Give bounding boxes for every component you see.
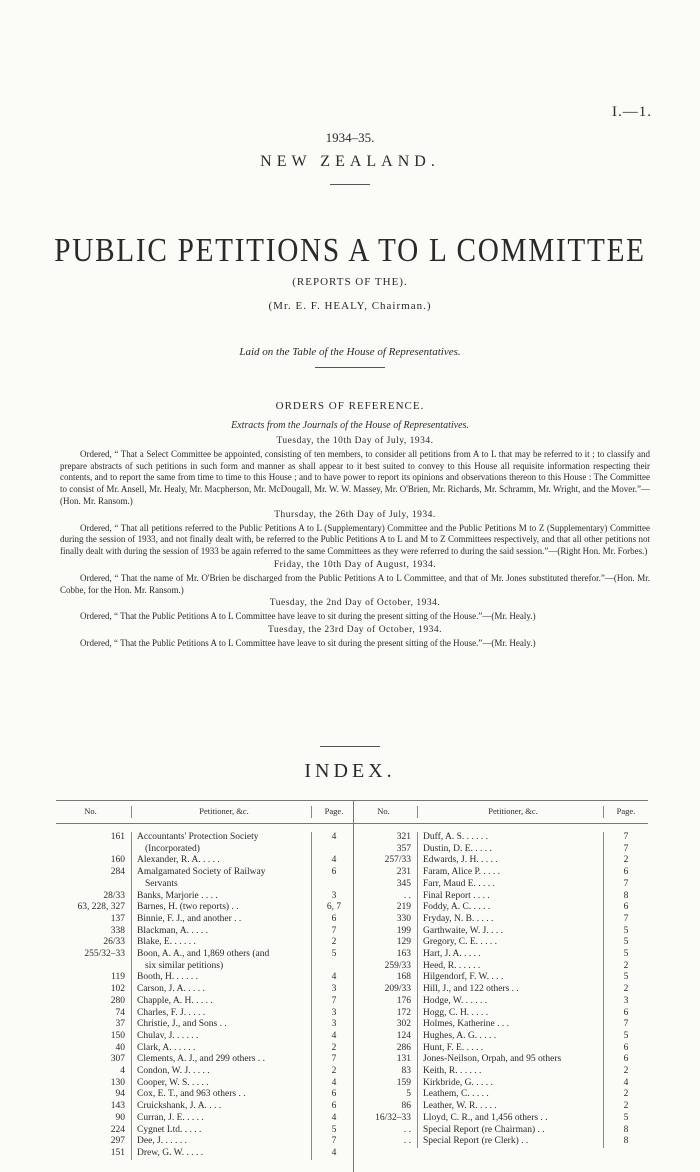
page-number: 5 [623, 949, 629, 960]
petitioner-name: Garthwaite, W. J. . . . [418, 926, 604, 938]
petitioner-name: Foddy, A. C. . . . . [418, 902, 604, 914]
page-number: 4 [331, 1030, 337, 1041]
table-row [56, 1054, 356, 1066]
page-number: 7 [331, 1054, 337, 1065]
page-number: 2 [623, 1066, 629, 1077]
page-number: 7 [623, 913, 629, 924]
orders-heading: ORDERS OF REFERENCE. [275, 400, 425, 412]
table-row [356, 867, 648, 879]
order-date: Tuesday, the 10th Day of July, 1934. [276, 436, 434, 446]
table-row [356, 1078, 648, 1090]
table-row [356, 879, 648, 891]
column-header-page: Page. [324, 806, 344, 817]
petitioner-name: Heed, R. . . . . . [418, 961, 604, 973]
petition-number: 83 [356, 1066, 418, 1078]
page-number: 8 [623, 890, 629, 901]
petition-number: 4 [56, 1066, 132, 1078]
chairman-line: (Mr. E. F. HEALY, Chairman.) [268, 300, 432, 312]
petition-number: 219 [356, 902, 418, 914]
petition-number: 307 [56, 1054, 132, 1066]
extracts-line: Extracts from the Journals of the House of Representatives. [231, 420, 469, 431]
table-row [56, 844, 356, 856]
column-header-page: Page. [616, 806, 636, 817]
petition-number: 345 [356, 879, 418, 891]
page-number: 6, 7 [326, 902, 342, 913]
petition-number: 74 [56, 1008, 132, 1020]
page-number: 4 [331, 1147, 337, 1158]
page-number: 5 [331, 949, 337, 960]
table-row [56, 914, 356, 926]
petition-number: 338 [56, 926, 132, 938]
petition-number: 150 [56, 1031, 132, 1043]
orders-of-reference [60, 434, 650, 652]
page-number: 3 [331, 1019, 337, 1030]
table-row [56, 1019, 356, 1031]
table-row [56, 1066, 356, 1078]
index-rows-right [356, 832, 648, 1148]
page-number: 6 [331, 867, 337, 878]
table-row [356, 926, 648, 938]
petition-number: 102 [56, 984, 132, 996]
page-number: 5 [623, 1030, 629, 1041]
column-header-no: No. [56, 806, 132, 818]
table-row [356, 937, 648, 949]
petitioner-name: Clements, A. J., and 299 others . . [132, 1054, 312, 1066]
petitioner-name: Binnie, F. J., and another . . [132, 914, 312, 926]
petitioner-name: Keith, R. . . . . . [418, 1066, 604, 1078]
column-header-no: No. [356, 806, 418, 818]
petition-number: 143 [56, 1101, 132, 1113]
page-number: 4 [331, 1077, 337, 1088]
session-year: 1934–35. [325, 130, 375, 145]
order-text: Ordered, “ That the name of Mr. O'Brien be discharged from the Public Petitions A to L Committee, and that of Mr. Jones substituted therefor.”—(Hon. Mr. Cobbe, for the Hon. Mr. Ransom.) [60, 572, 650, 595]
petition-number: . . [356, 1125, 418, 1137]
petition-number: 286 [356, 1043, 418, 1055]
petition-number: 176 [356, 996, 418, 1008]
page-number: 6 [623, 1007, 629, 1018]
petition-number: 224 [56, 1125, 132, 1137]
page-number: 6 [331, 1089, 337, 1100]
petition-number: 130 [56, 1078, 132, 1090]
table-row [356, 984, 648, 996]
order-date: Thursday, the 26th Day of July, 1934. [274, 509, 436, 520]
page-title: PUBLIC PETITIONS A TO L COMMITTEE [54, 232, 646, 269]
table-row [56, 949, 356, 961]
petitioner-name: Amalgamated Society of Railway [132, 867, 312, 879]
petitioner-name: Edwards, J. H. . . . . [418, 855, 604, 867]
table-row [356, 1089, 648, 1101]
petitioner-name: Holmes, Katherine . . . [418, 1019, 604, 1031]
column-divider [353, 800, 354, 1172]
page-number [312, 961, 356, 973]
order-text: Ordered, “ That the Public Petitions A to L Committee have leave to sit during the present sitting of the House.”—(Mr. Healy.) [80, 611, 536, 622]
table-row [356, 891, 648, 903]
petitioner-name: Christie, J., and Sons . . [132, 1019, 312, 1031]
table-row [56, 961, 356, 973]
laid-on-table-line: Laid on the Table of the House of Representatives. [239, 346, 461, 358]
page-number: 2 [623, 855, 629, 866]
index-table-right [356, 800, 648, 1148]
order-date: Tuesday, the 23rd Day of October, 1934. [267, 624, 443, 635]
petitioner-name: Carson, J. A. . . . . [132, 984, 312, 996]
order-text: Ordered, “ That all petitions referred to the Public Petitions A to L (Supplementary) Committee and the Public Petitions M to Z (Supplementary) Committee during the session of 1933, and not finally dealt with, be referred to the Public Petitions A to L and M to Z Committees respectively, and that all other petitions not finally dealt with during the session of 1933 be again referred to the same Committees as they were referred to during the said session.”—(Right Hon. Mr. Forbes.) [60, 522, 650, 557]
index-table-left [56, 800, 356, 1160]
petitioner-name: Special Report (re Clerk) . . [418, 1136, 604, 1148]
table-row [356, 949, 648, 961]
table-row [356, 1019, 648, 1031]
petitioner-name: Barnes, H. (two reports) . . [132, 902, 312, 914]
page-number: 3 [331, 1007, 337, 1018]
page-number: 6 [623, 1042, 629, 1053]
petitioner-name: Condon, W. J. . . . . [132, 1066, 312, 1078]
table-row [356, 972, 648, 984]
petition-number: 231 [356, 867, 418, 879]
table-row [356, 1008, 648, 1020]
country-heading: NEW ZEALAND. [260, 153, 440, 170]
petition-number: 255/32–33 [56, 949, 132, 961]
petitioner-name: Dustin, D. E. . . . . [418, 844, 604, 856]
petition-number: 40 [56, 1043, 132, 1055]
table-row [356, 1113, 648, 1125]
petitioner-name: Curran, J. E. . . . . [132, 1113, 312, 1125]
petitioner-name: Hill, J., and 122 others . . [418, 984, 604, 996]
petitioner-name: Alexander, R. A. . . . . [132, 855, 312, 867]
page-number: 2 [331, 1042, 337, 1053]
petition-number: 257/33 [356, 855, 418, 867]
table-row [56, 1089, 356, 1101]
petitioner-name: Boon, A. A., and 1,869 others (and [132, 949, 312, 961]
petitioner-name: Charles, F. J. . . . . [132, 1008, 312, 1020]
index-heading: INDEX. [304, 760, 396, 782]
petition-number: 124 [356, 1031, 418, 1043]
petitioner-name: Blake, E. . . . . . [132, 937, 312, 949]
petition-number: 168 [356, 972, 418, 984]
petitioner-name: Hunt, F. E. . . . . [418, 1043, 604, 1055]
petition-number: 321 [356, 832, 418, 844]
petitioner-name: Cygnet Ltd. . . . . [132, 1125, 312, 1137]
table-row [56, 902, 356, 914]
table-row [56, 855, 356, 867]
page-number: 2 [623, 960, 629, 971]
page-number: 2 [331, 937, 337, 948]
page-number: 5 [331, 1124, 337, 1135]
page-number: 5 [623, 925, 629, 936]
petition-number [56, 961, 132, 973]
petition-number: 280 [56, 996, 132, 1008]
page-number: 4 [331, 855, 337, 866]
table-row [356, 1031, 648, 1043]
page-number: 3 [331, 890, 337, 901]
petition-number: 161 [56, 832, 132, 844]
petition-number: 357 [356, 844, 418, 856]
petition-number: 28/33 [56, 891, 132, 903]
table-row [56, 1043, 356, 1055]
petitioner-name: Duff, A. S. . . . . . [418, 832, 604, 844]
page-number: 2 [623, 1101, 629, 1112]
table-row [356, 996, 648, 1008]
table-row [356, 1125, 648, 1137]
page-number: 7 [331, 1136, 337, 1147]
page-number: 7 [331, 995, 337, 1006]
page-number: 6 [623, 902, 629, 913]
page-subtitle: (REPORTS OF THE). [292, 276, 408, 288]
petition-number: 94 [56, 1089, 132, 1101]
table-row [356, 1043, 648, 1055]
table-row [56, 972, 356, 984]
table-row [56, 1113, 356, 1125]
petition-number [56, 879, 132, 891]
table-row [356, 855, 648, 867]
index-header-row [56, 800, 356, 824]
page-number: 4 [331, 832, 337, 842]
order-date: Friday, the 10th Day of August, 1934. [273, 559, 437, 570]
petitioner-name: Banks, Marjorie . . . . [132, 891, 312, 903]
table-row [56, 1148, 356, 1160]
petition-number [56, 844, 132, 856]
petition-number: 26/33 [56, 937, 132, 949]
order-text: Ordered, “ That the Public Petitions A to L Committee have leave to sit during the present sitting of the House.”—(Mr. Healy.) [80, 637, 536, 648]
divider [330, 184, 370, 185]
petitioner-name: Dee, J. . . . . . [132, 1136, 312, 1148]
petitioner-name: Chapple, A. H. . . . . [132, 996, 312, 1008]
petitioner-name: six similar petitions) [132, 961, 312, 973]
petition-number: 131 [356, 1054, 418, 1066]
page-number: 7 [623, 843, 629, 854]
page-number: 5 [623, 937, 629, 948]
page-number: 8 [623, 1124, 629, 1135]
table-row [356, 902, 648, 914]
petition-number: 137 [56, 914, 132, 926]
petitioner-name: (Incorporated) [132, 844, 312, 856]
column-header-petitioner: Petitioner, &c. [132, 806, 312, 818]
table-row [56, 984, 356, 996]
petition-number: 5 [356, 1089, 418, 1101]
page-number: 7 [623, 832, 629, 842]
table-row [356, 1066, 648, 1078]
petition-number: 37 [56, 1019, 132, 1031]
petition-number: 90 [56, 1113, 132, 1125]
table-row [356, 1101, 648, 1113]
petition-number: 302 [356, 1019, 418, 1031]
table-row [356, 914, 648, 926]
table-row [56, 1101, 356, 1113]
order-date: Tuesday, the 2nd Day of October, 1934. [269, 598, 441, 609]
page-number: 7 [331, 925, 337, 936]
petitioner-name: Servants [132, 879, 312, 891]
petition-number: 330 [356, 914, 418, 926]
petitioner-name: Cruickshank, J. A. . . . [132, 1101, 312, 1113]
page-number: 4 [623, 1077, 629, 1088]
divider [315, 367, 385, 368]
page-number: 7 [623, 878, 629, 889]
table-row [56, 1031, 356, 1043]
petitioner-name: Leather, W. R. . . . . [418, 1101, 604, 1113]
table-row [56, 867, 356, 879]
table-row [356, 1136, 648, 1148]
page-number: 6 [331, 913, 337, 924]
petition-number: 119 [56, 972, 132, 984]
table-row [56, 879, 356, 891]
table-row [56, 996, 356, 1008]
petition-number: . . [356, 891, 418, 903]
petition-number: 160 [56, 855, 132, 867]
page-number: 4 [331, 972, 337, 983]
table-row [56, 1078, 356, 1090]
petition-number: 16/32–33 [356, 1113, 418, 1125]
page-number: 5 [623, 1112, 629, 1123]
table-row [56, 832, 356, 844]
petition-number: 199 [356, 926, 418, 938]
page-number: 7 [623, 1019, 629, 1030]
petition-number: 259/33 [356, 961, 418, 973]
petition-number: 297 [56, 1136, 132, 1148]
page-number: 2 [623, 984, 629, 995]
page-number [312, 879, 356, 891]
petition-number: 163 [356, 949, 418, 961]
petition-number: 209/33 [356, 984, 418, 996]
table-row [356, 844, 648, 856]
petition-number: 86 [356, 1101, 418, 1113]
page-number: 6 [331, 1101, 337, 1112]
petitioner-name: Fryday, N. B. . . . . [418, 914, 604, 926]
table-row [356, 1054, 648, 1066]
petition-number: 172 [356, 1008, 418, 1020]
petitioner-name: Kirkbride, G. . . . . [418, 1078, 604, 1090]
petitioner-name: Cooper, W. S. . . . . [132, 1078, 312, 1090]
page-number: 6 [623, 1054, 629, 1065]
divider [320, 746, 380, 747]
petitioner-name: Cox, E. T., and 963 others . . [132, 1089, 312, 1101]
index-rows-left [56, 832, 356, 1160]
table-row [56, 1136, 356, 1148]
table-row [56, 937, 356, 949]
page-number: 3 [331, 984, 337, 995]
petitioner-name: Hart, J. A. . . . . [418, 949, 604, 961]
document-reference: I.—1. [612, 104, 652, 120]
petitioner-name: Special Report (re Chairman) . . [418, 1125, 604, 1137]
table-row [56, 926, 356, 938]
petition-number: 151 [56, 1148, 132, 1160]
petitioner-name: Chulav, J. . . . . . [132, 1031, 312, 1043]
petitioner-name: Jones-Neilson, Orpah, and 95 others [418, 1054, 604, 1066]
petition-number: 284 [56, 867, 132, 879]
order-text: Ordered, “ That a Select Committee be appointed, consisting of ten members, to consider all petitions from A to L that may be referred to it ; to classify and prepare abstracts of such petitions in such form and manner as shall appear to it best suited to convey to this House all requisite information respecting their contents, and to report the same from time to time to this House ; and to have power to report its opinions and observations thereon to this House : The Committee to consist of Mr. Ansell, Mr. Healy, Mr. Macpherson, Mr. McDougall, Mr. W. W. Massey, Mr. O'Brien, Mr. Richards, Mr. Schramm, Mr. Wright, and the Mover.”—(Hon. Mr. Ransom.) [60, 448, 650, 506]
petitioner-name: Hilgendorf, F. W. . . . [418, 972, 604, 984]
page-number: 2 [623, 1089, 629, 1100]
table-row [356, 832, 648, 844]
petitioner-name: Final Report . . . . [418, 891, 604, 903]
petitioner-name: Booth, H. . . . . . [132, 972, 312, 984]
petitioner-name: Hodge, W. . . . . . [418, 996, 604, 1008]
page-number: 8 [623, 1136, 629, 1147]
petitioner-name: Accountants' Protection Society [132, 832, 312, 844]
petitioner-name: Faram, Alice P. . . . . [418, 867, 604, 879]
index-header-row [356, 800, 648, 824]
table-row [56, 1125, 356, 1137]
page-number: 4 [331, 1112, 337, 1123]
page-number [312, 844, 356, 856]
page-number: 2 [331, 1066, 337, 1077]
page-number: 5 [623, 972, 629, 983]
petitioner-name: Drew, G. W. . . . . [132, 1148, 312, 1160]
petitioner-name: Blackman, A. . . . . [132, 926, 312, 938]
table-row [356, 961, 648, 973]
petition-number: . . [356, 1136, 418, 1148]
table-row [56, 891, 356, 903]
petitioner-name: Hogg, C. H. . . . . [418, 1008, 604, 1020]
petitioner-name: Leathem, C. . . . . [418, 1089, 604, 1101]
petitioner-name: Farr, Maud E. . . . . [418, 879, 604, 891]
petitioner-name: Lloyd, C. R., and 1,456 others . . [418, 1113, 604, 1125]
petition-number: 159 [356, 1078, 418, 1090]
page-number: 6 [623, 867, 629, 878]
petitioner-name: Clark, A. . . . . . [132, 1043, 312, 1055]
petitioner-name: Gregory, C. E. . . . . [418, 937, 604, 949]
column-header-petitioner: Petitioner, &c. [418, 806, 604, 818]
petitioner-name: Hughes, A. G. . . . . [418, 1031, 604, 1043]
petition-number: 63, 228, 327 [56, 902, 132, 914]
table-row [56, 1008, 356, 1020]
page-number: 3 [623, 995, 629, 1006]
petition-number: 129 [356, 937, 418, 949]
